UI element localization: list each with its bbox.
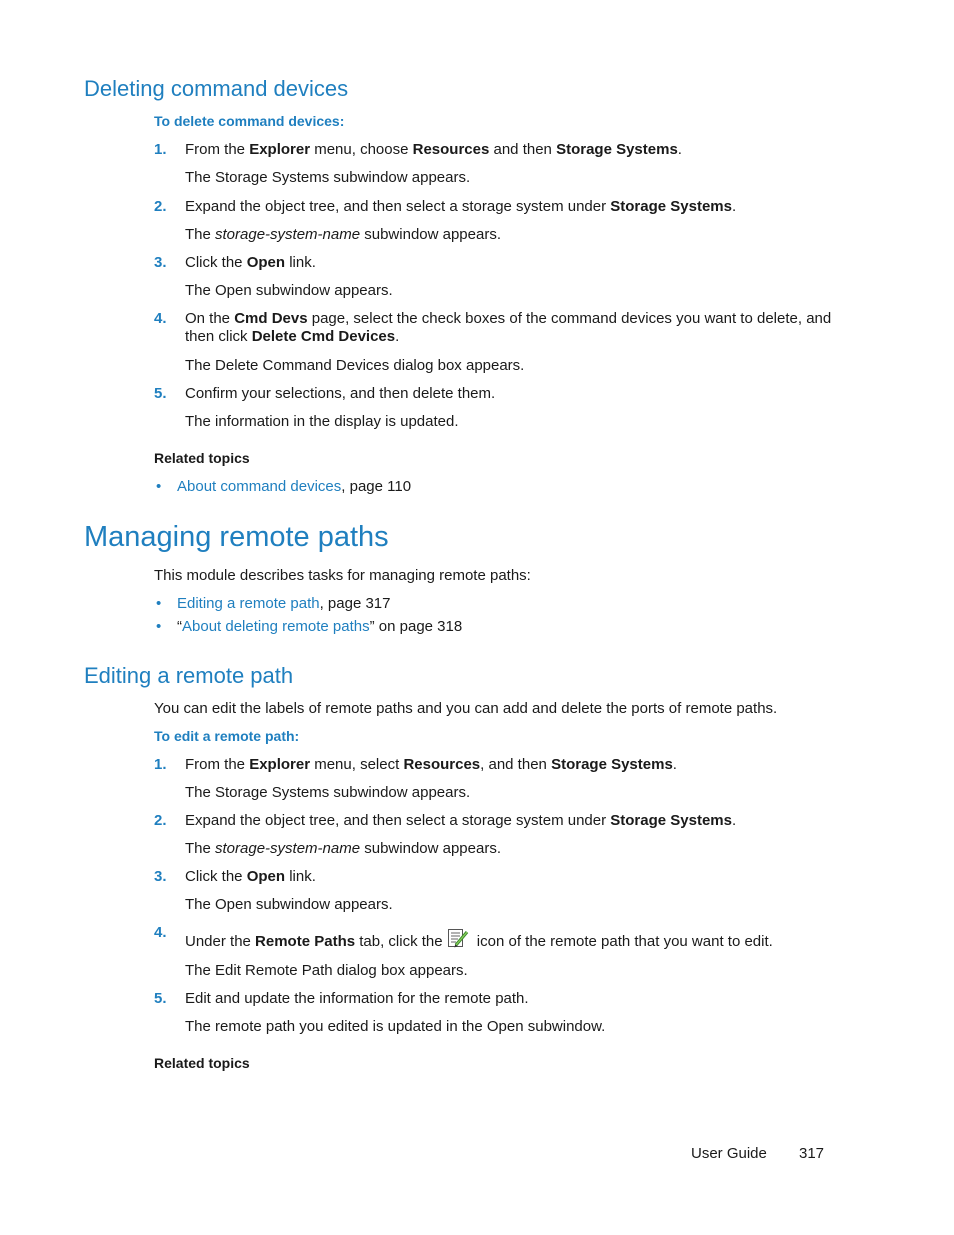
step-number: 2. [154,812,167,829]
bullet-glyph: • [156,478,162,495]
step-result: The Open subwindow appears. [185,896,393,913]
link-about-deleting-remote-paths[interactable]: About deleting remote paths [182,618,370,635]
step-text: Confirm your selections, and then delete them. [185,385,496,402]
step-number: 5. [154,385,167,402]
related-topics-heading: Related topics [154,450,250,466]
step-number: 4. [154,924,167,941]
step-text: On the Cmd Devs page, select the check boxes of the command devices you want to delete, and [185,310,832,327]
link-editing-a-remote-path[interactable]: Editing a remote path [177,595,320,612]
section-intro: You can edit the labels of remote paths and you can add and delete the ports of remote paths. [154,700,778,717]
related-topics-heading: Related topics [154,1055,250,1071]
step-text: Click the Open link. [185,868,316,885]
related-topic-item: About command devices, page 110 [177,478,412,495]
module-task-item: Editing a remote path, page 317 [177,595,391,612]
section-heading-editing-a-remote-path: Editing a remote path [84,663,294,688]
section-heading-deleting-command-devices: Deleting command devices [84,76,349,101]
module-task-item: “About deleting remote paths” on page 318 [177,618,463,635]
step-text: Expand the object tree, and then select a storage system under Storage Systems. [185,812,737,829]
step-number: 5. [154,990,167,1007]
step-result: The storage-system-name subwindow appears. [185,840,501,857]
procedure-title: To delete command devices: [154,113,345,129]
module-intro: This module describes tasks for managing remote paths: [154,567,531,584]
step-result: The remote path you edited is updated in the Open subwindow. [185,1018,606,1035]
step-text: Under the Remote Paths tab, click the icon of the remote path that you want to edit. [185,926,773,950]
step-number: 1. [154,141,167,158]
step-number: 2. [154,198,167,215]
bullet-glyph: • [156,618,162,635]
step-result: The Storage Systems subwindow appears. [185,169,471,186]
step-number: 3. [154,868,167,885]
procedure-title: To edit a remote path: [154,728,300,744]
step-text: Expand the object tree, and then select a storage system under Storage Systems. [185,198,737,215]
step-text: From the Explorer menu, select Resources, and then Storage Systems. [185,756,677,773]
step-result: The Delete Command Devices dialog box appears. [185,357,525,374]
footer-guide-label: User Guide [691,1145,767,1162]
link-about-command-devices[interactable]: About command devices [177,478,342,495]
step-text: Click the Open link. [185,254,316,271]
edit-pencil-icon[interactable] [446,926,470,950]
step-number: 3. [154,254,167,271]
chapter-heading-managing-remote-paths: Managing remote paths [84,521,389,553]
step-result: The storage-system-name subwindow appears. [185,226,501,243]
footer-page-number: 317 [799,1145,825,1162]
step-result: The Storage Systems subwindow appears. [185,784,471,801]
bullet-glyph: • [156,595,162,612]
step-text-continued: then click Delete Cmd Devices. [185,328,400,345]
step-result: The information in the display is updated. [185,413,459,430]
step-text: Edit and update the information for the remote path. [185,990,529,1007]
step-number: 4. [154,310,167,327]
step-text: From the Explorer menu, choose Resources and then Storage Systems. [185,141,682,158]
step-result: The Edit Remote Path dialog box appears. [185,962,468,979]
step-number: 1. [154,756,167,773]
step-result: The Open subwindow appears. [185,282,393,299]
